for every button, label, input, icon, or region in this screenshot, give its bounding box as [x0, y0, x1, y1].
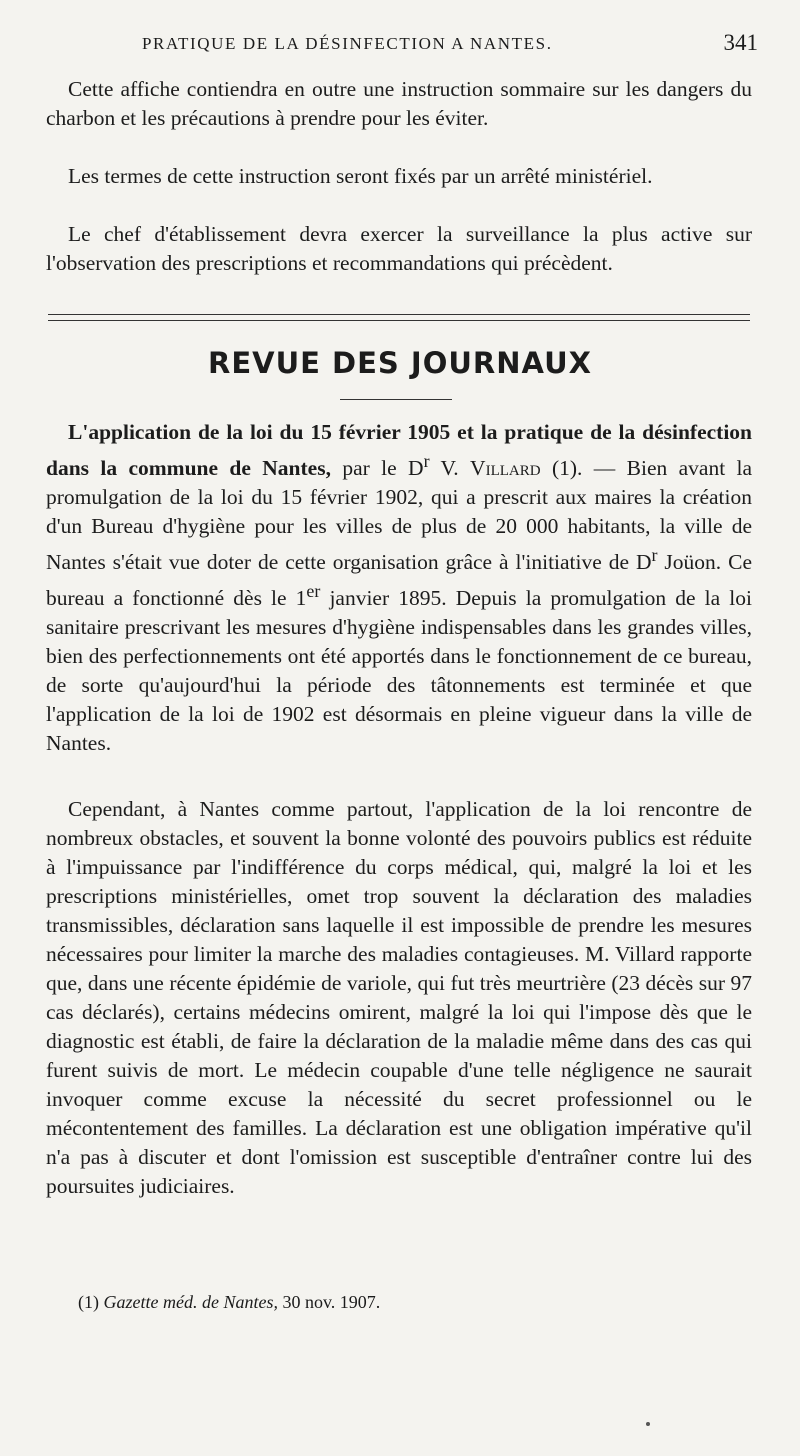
ordinal-sup: er: [306, 581, 321, 602]
page-header: [60, 30, 758, 64]
section-title: REVUE DES JOURNAUX: [208, 346, 592, 380]
author-initial: V.: [440, 456, 459, 481]
running-title: PRATIQUE DE LA DÉSINFECTION A NANTES.: [142, 34, 553, 53]
double-rule-bottom: [48, 320, 750, 321]
article-text-start: — Bien avant la promulgation de la loi du 15 février 1902, qui a prescrit aux maires la création d'un Bureau d'hygiène pour les villes de plus de 20 000 habitants, la ville de Nantes s'était vue doter de cette organisation grâce à l'initiative de D: [46, 456, 753, 575]
footnote: [78, 1292, 380, 1313]
footnote-number: (1): [78, 1292, 99, 1312]
article-paragraph-2: Cependant, à Nantes comme partout, l'application de la loi rencontre de nombreux obstacles, et souvent la bonne volonté des pouvoirs publics est réduite à l'impuissance par l'indifférence du corps médical, qui, malgré la loi et les prescriptions ministérielles, omet trop souvent la déclaration des maladies transmissibles, déclaration sans laquelle il est impossible de prendre les mesures nécessaires pour limiter la marche des maladies contagieuses. M. Villard rapporte que, dans une récente épidémie de variole, qui fut très meurtrière (23 décès sur 97 cas déclarés), certains médecins omirent, malgré la loi qui l'impose dès que le diagnostic est établi, de faire la déclaration de la maladie même dans des cas qui furent suivis de mort. Le médecin coupable d'une telle négligence ne saurait invoquer comme excuse la nécessité du secret professionnel ou le mécontentement des familles. La déclaration est une obligation impérative qu'il n'a pas à discuter et dont l'omission est susceptible d'entraîner contre lui des poursuites judiciaires.: [46, 797, 752, 1198]
page-number: 341: [723, 30, 758, 55]
article-text-end: janvier 1895. Depuis la promulgation de la loi sanitaire prescrivant les mesures d'hygiène indispensables dans les grandes villes, bien des perfectionnements ont été apportés dans le fonctionnement de ce bureau, de sorte qu'aujourd'hui la période des tâtonnements est terminée et que l'application de la loi de 1902 est désormais en pleine vigueur dans la ville de Nantes.: [46, 586, 752, 756]
intro-paragraph-3: Le chef d'établissement devra exercer la surveillance la plus active sur l'observation des prescriptions et recommandations qui précèdent.: [46, 222, 752, 275]
article-paragraph-1: [46, 418, 752, 758]
author-prefix: par le D: [342, 456, 424, 481]
author-title-sup: r: [423, 451, 430, 471]
intro-paragraph-1: Cette affiche contiendra en outre une instruction sommaire sur les dangers du charbon et les précautions à prendre pour les éviter.: [46, 77, 752, 130]
scan-speck: [646, 1422, 650, 1426]
intro-paragraph-2: Les termes de cette instruction seront fixés par un arrêté ministériel.: [68, 164, 653, 188]
footnote-date: 30 nov. 1907.: [282, 1292, 381, 1312]
article-text-mid: Joüon. Ce bureau a fonctionné dès le 1: [46, 550, 753, 611]
double-rule-top: [48, 314, 750, 315]
footnote-journal: Gazette méd. de Nantes,: [103, 1292, 278, 1312]
article-heading: L'application de la loi du 15 février 1905 et la pratique de la désinfection dans la commune de Nantes,: [46, 420, 752, 481]
footnote-ref: (1).: [551, 456, 583, 481]
author-name: Villard: [470, 456, 541, 481]
title-underline: [340, 399, 452, 400]
doctor-sup: r: [651, 545, 658, 566]
